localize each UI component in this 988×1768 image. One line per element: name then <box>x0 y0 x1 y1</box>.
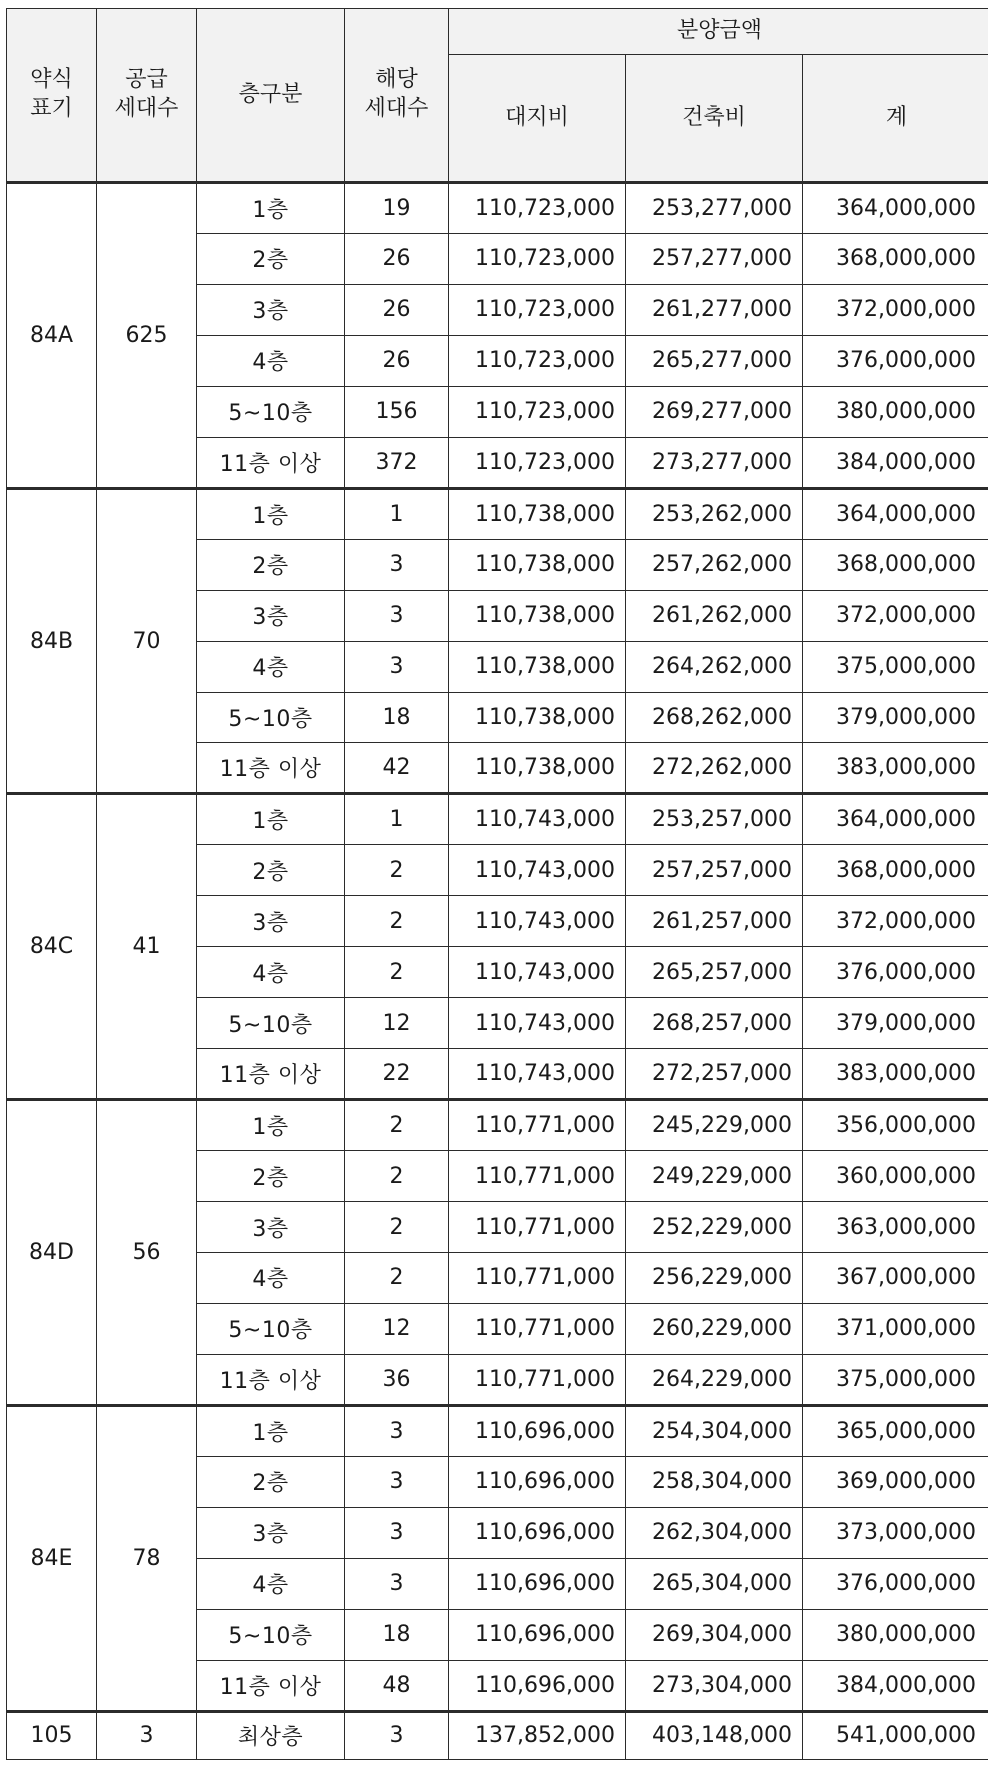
units-cell: 3 <box>345 641 449 692</box>
total-price-cell: 541,000,000 <box>803 1711 988 1759</box>
floor-cell: 4층 <box>197 1558 345 1609</box>
floor-cell: 1층 <box>197 183 345 234</box>
building-price-cell: 403,148,000 <box>626 1711 803 1759</box>
table-row <box>7 183 988 234</box>
supply-cell: 41 <box>97 794 197 1100</box>
building-price-cell: 268,262,000 <box>626 692 803 743</box>
total-price-cell: 380,000,000 <box>803 1609 988 1660</box>
total-price-cell: 372,000,000 <box>803 896 988 947</box>
building-price-cell: 269,304,000 <box>626 1609 803 1660</box>
building-price-cell: 261,277,000 <box>626 284 803 335</box>
supply-cell: 56 <box>97 1100 197 1406</box>
price-table <box>6 8 988 1760</box>
total-price-cell: 356,000,000 <box>803 1100 988 1151</box>
floor-cell: 5~10층 <box>197 386 345 437</box>
header-building: 건축비 <box>626 55 803 183</box>
floor-cell: 2층 <box>197 539 345 590</box>
land-price-cell: 110,696,000 <box>449 1456 626 1507</box>
building-price-cell: 262,304,000 <box>626 1507 803 1558</box>
units-cell: 3 <box>345 539 449 590</box>
table-row <box>7 1100 988 1151</box>
land-price-cell: 110,696,000 <box>449 1507 626 1558</box>
units-cell: 372 <box>345 437 449 488</box>
header-units <box>345 9 449 183</box>
building-price-cell: 264,229,000 <box>626 1354 803 1405</box>
land-price-cell: 110,738,000 <box>449 641 626 692</box>
land-price-cell: 110,696,000 <box>449 1558 626 1609</box>
land-price-cell: 110,696,000 <box>449 1405 626 1456</box>
table-header <box>7 9 988 183</box>
table-row <box>7 488 988 539</box>
land-price-cell: 110,743,000 <box>449 794 626 845</box>
total-price-cell: 383,000,000 <box>803 743 988 794</box>
units-cell: 3 <box>345 590 449 641</box>
header-supply-text: 공급 세대수 <box>114 67 179 121</box>
floor-cell: 3층 <box>197 284 345 335</box>
units-cell: 2 <box>345 1202 449 1253</box>
units-cell: 12 <box>345 998 449 1049</box>
header-units-text: 해당 세대수 <box>364 67 429 121</box>
total-price-cell: 364,000,000 <box>803 794 988 845</box>
units-cell: 3 <box>345 1507 449 1558</box>
total-price-cell: 368,000,000 <box>803 845 988 896</box>
building-price-cell: 249,229,000 <box>626 1151 803 1202</box>
land-price-cell: 110,723,000 <box>449 183 626 234</box>
land-price-cell: 110,743,000 <box>449 998 626 1049</box>
supply-cell: 70 <box>97 488 197 794</box>
floor-cell: 1층 <box>197 1405 345 1456</box>
units-cell: 36 <box>345 1354 449 1405</box>
floor-cell: 1층 <box>197 794 345 845</box>
floor-cell: 4층 <box>197 335 345 386</box>
floor-cell: 3층 <box>197 1507 345 1558</box>
land-price-cell: 110,771,000 <box>449 1303 626 1354</box>
building-price-cell: 254,304,000 <box>626 1405 803 1456</box>
building-price-cell: 257,262,000 <box>626 539 803 590</box>
supply-cell: 3 <box>97 1711 197 1759</box>
floor-cell: 최상층 <box>197 1711 345 1759</box>
floor-cell: 11층 이상 <box>197 1354 345 1405</box>
floor-cell: 3층 <box>197 590 345 641</box>
header-type <box>7 9 97 183</box>
building-price-cell: 245,229,000 <box>626 1100 803 1151</box>
building-price-cell: 252,229,000 <box>626 1202 803 1253</box>
units-cell: 2 <box>345 1253 449 1304</box>
building-price-cell: 257,257,000 <box>626 845 803 896</box>
total-price-cell: 384,000,000 <box>803 437 988 488</box>
units-cell: 1 <box>345 794 449 845</box>
total-price-cell: 379,000,000 <box>803 998 988 1049</box>
building-price-cell: 258,304,000 <box>626 1456 803 1507</box>
total-price-cell: 372,000,000 <box>803 284 988 335</box>
total-price-cell: 369,000,000 <box>803 1456 988 1507</box>
building-price-cell: 265,277,000 <box>626 335 803 386</box>
floor-cell: 3층 <box>197 1202 345 1253</box>
building-price-cell: 264,262,000 <box>626 641 803 692</box>
building-price-cell: 269,277,000 <box>626 386 803 437</box>
units-cell: 18 <box>345 692 449 743</box>
floor-cell: 11층 이상 <box>197 1660 345 1711</box>
type-cell: 84C <box>7 794 97 1100</box>
total-price-cell: 360,000,000 <box>803 1151 988 1202</box>
land-price-cell: 110,738,000 <box>449 539 626 590</box>
building-price-cell: 273,304,000 <box>626 1660 803 1711</box>
floor-cell: 4층 <box>197 641 345 692</box>
units-cell: 2 <box>345 845 449 896</box>
total-price-cell: 384,000,000 <box>803 1660 988 1711</box>
units-cell: 3 <box>345 1405 449 1456</box>
total-price-cell: 368,000,000 <box>803 233 988 284</box>
floor-cell: 4층 <box>197 1253 345 1304</box>
building-price-cell: 273,277,000 <box>626 437 803 488</box>
supply-cell: 78 <box>97 1405 197 1711</box>
land-price-cell: 110,743,000 <box>449 1049 626 1100</box>
type-cell: 84A <box>7 183 97 489</box>
land-price-cell: 110,743,000 <box>449 896 626 947</box>
building-price-cell: 265,304,000 <box>626 1558 803 1609</box>
total-price-cell: 363,000,000 <box>803 1202 988 1253</box>
building-price-cell: 261,257,000 <box>626 896 803 947</box>
land-price-cell: 137,852,000 <box>449 1711 626 1759</box>
land-price-cell: 110,738,000 <box>449 743 626 794</box>
table-row <box>7 1711 988 1759</box>
building-price-cell: 257,277,000 <box>626 233 803 284</box>
type-cell: 84D <box>7 1100 97 1406</box>
building-price-cell: 260,229,000 <box>626 1303 803 1354</box>
type-cell: 105 <box>7 1711 97 1759</box>
land-price-cell: 110,738,000 <box>449 692 626 743</box>
land-price-cell: 110,743,000 <box>449 845 626 896</box>
total-price-cell: 383,000,000 <box>803 1049 988 1100</box>
units-cell: 2 <box>345 947 449 998</box>
units-cell: 3 <box>345 1558 449 1609</box>
floor-cell: 5~10층 <box>197 998 345 1049</box>
floor-cell: 11층 이상 <box>197 743 345 794</box>
total-price-cell: 373,000,000 <box>803 1507 988 1558</box>
land-price-cell: 110,723,000 <box>449 335 626 386</box>
header-type-text: 약식 표기 <box>30 67 73 121</box>
supply-cell: 625 <box>97 183 197 489</box>
floor-cell: 2층 <box>197 1456 345 1507</box>
floor-cell: 4층 <box>197 947 345 998</box>
units-cell: 2 <box>345 896 449 947</box>
floor-cell: 11층 이상 <box>197 437 345 488</box>
units-cell: 3 <box>345 1456 449 1507</box>
land-price-cell: 110,723,000 <box>449 386 626 437</box>
header-land: 대지비 <box>449 55 626 183</box>
units-cell: 1 <box>345 488 449 539</box>
units-cell: 156 <box>345 386 449 437</box>
floor-cell: 1층 <box>197 1100 345 1151</box>
units-cell: 18 <box>345 1609 449 1660</box>
units-cell: 3 <box>345 1711 449 1759</box>
floor-cell: 5~10층 <box>197 1609 345 1660</box>
building-price-cell: 268,257,000 <box>626 998 803 1049</box>
total-price-cell: 380,000,000 <box>803 386 988 437</box>
total-price-cell: 375,000,000 <box>803 1354 988 1405</box>
building-price-cell: 265,257,000 <box>626 947 803 998</box>
units-cell: 12 <box>345 1303 449 1354</box>
total-price-cell: 375,000,000 <box>803 641 988 692</box>
floor-cell: 5~10층 <box>197 692 345 743</box>
land-price-cell: 110,771,000 <box>449 1253 626 1304</box>
units-cell: 2 <box>345 1100 449 1151</box>
total-price-cell: 365,000,000 <box>803 1405 988 1456</box>
table-row <box>7 1405 988 1456</box>
units-cell: 26 <box>345 233 449 284</box>
total-price-cell: 379,000,000 <box>803 692 988 743</box>
units-cell: 2 <box>345 1151 449 1202</box>
building-price-cell: 256,229,000 <box>626 1253 803 1304</box>
land-price-cell: 110,723,000 <box>449 284 626 335</box>
land-price-cell: 110,771,000 <box>449 1354 626 1405</box>
building-price-cell: 253,277,000 <box>626 183 803 234</box>
units-cell: 19 <box>345 183 449 234</box>
total-price-cell: 368,000,000 <box>803 539 988 590</box>
units-cell: 42 <box>345 743 449 794</box>
land-price-cell: 110,723,000 <box>449 233 626 284</box>
total-price-cell: 372,000,000 <box>803 590 988 641</box>
total-price-cell: 371,000,000 <box>803 1303 988 1354</box>
land-price-cell: 110,771,000 <box>449 1100 626 1151</box>
land-price-cell: 110,696,000 <box>449 1660 626 1711</box>
land-price-cell: 110,738,000 <box>449 590 626 641</box>
units-cell: 26 <box>345 335 449 386</box>
units-cell: 22 <box>345 1049 449 1100</box>
table-body <box>7 183 988 1760</box>
total-price-cell: 367,000,000 <box>803 1253 988 1304</box>
land-price-cell: 110,743,000 <box>449 947 626 998</box>
total-price-cell: 364,000,000 <box>803 488 988 539</box>
building-price-cell: 272,262,000 <box>626 743 803 794</box>
floor-cell: 2층 <box>197 1151 345 1202</box>
land-price-cell: 110,723,000 <box>449 437 626 488</box>
building-price-cell: 261,262,000 <box>626 590 803 641</box>
units-cell: 48 <box>345 1660 449 1711</box>
floor-cell: 1층 <box>197 488 345 539</box>
units-cell: 26 <box>345 284 449 335</box>
floor-cell: 3층 <box>197 896 345 947</box>
header-floor: 층구분 <box>197 9 345 183</box>
total-price-cell: 364,000,000 <box>803 183 988 234</box>
floor-cell: 5~10층 <box>197 1303 345 1354</box>
header-total: 계 <box>803 55 988 183</box>
header-price-group: 분양금액 <box>449 9 988 55</box>
type-cell: 84B <box>7 488 97 794</box>
table-row <box>7 794 988 845</box>
floor-cell: 2층 <box>197 845 345 896</box>
type-cell: 84E <box>7 1405 97 1711</box>
total-price-cell: 376,000,000 <box>803 335 988 386</box>
land-price-cell: 110,738,000 <box>449 488 626 539</box>
land-price-cell: 110,771,000 <box>449 1202 626 1253</box>
floor-cell: 2층 <box>197 233 345 284</box>
building-price-cell: 253,262,000 <box>626 488 803 539</box>
land-price-cell: 110,771,000 <box>449 1151 626 1202</box>
total-price-cell: 376,000,000 <box>803 947 988 998</box>
total-price-cell: 376,000,000 <box>803 1558 988 1609</box>
building-price-cell: 253,257,000 <box>626 794 803 845</box>
header-supply <box>97 9 197 183</box>
floor-cell: 11층 이상 <box>197 1049 345 1100</box>
land-price-cell: 110,696,000 <box>449 1609 626 1660</box>
building-price-cell: 272,257,000 <box>626 1049 803 1100</box>
